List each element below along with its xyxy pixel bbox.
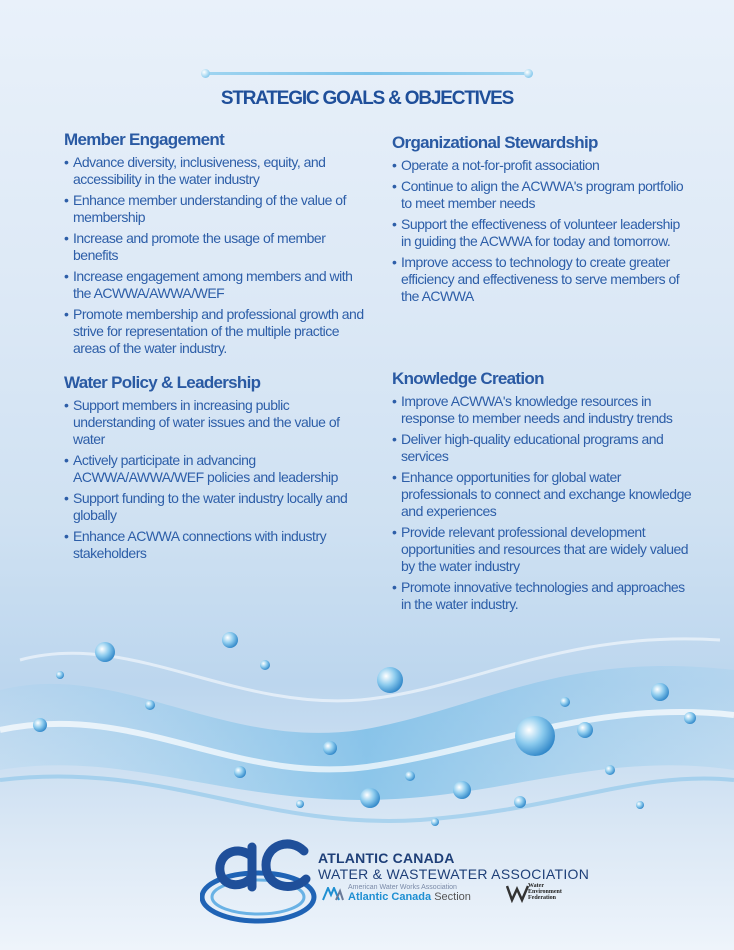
objectives-list — [64, 397, 364, 562]
objective-item: • Improve access to technology to create greater efficiency and effectiveness to serve members of the ACWWA — [392, 254, 692, 305]
objective-item: • Enhance ACWWA connections with industry stakeholders — [64, 528, 364, 562]
title-rule — [205, 72, 529, 75]
section-label-blue: Atlantic Canada — [348, 891, 432, 903]
objective-item: • Promote membership and professional growth and strive for representation of the multiple practice areas of the water industry. — [64, 306, 364, 357]
objectives-list — [392, 157, 692, 305]
objective-item: • Deliver high-quality educational programs and services — [392, 431, 692, 465]
section-label — [348, 891, 471, 903]
knowledge-creation-section — [392, 369, 692, 613]
objectives-list — [64, 154, 364, 357]
section-heading: Member Engagement — [64, 130, 225, 149]
objectives-list — [392, 393, 692, 613]
section-heading: Organizational Stewardship — [392, 133, 598, 152]
objective-item: • Support the effectiveness of volunteer leadership in guiding the ACWWA for today and tomorrow. — [392, 216, 692, 250]
objective-item: • Increase and promote the usage of member benefits — [64, 230, 364, 264]
acwwa-logo — [200, 835, 600, 935]
left-column — [64, 130, 364, 566]
section-label-grey: Section — [431, 891, 471, 903]
right-column — [392, 133, 692, 617]
rule-dot-left — [201, 69, 210, 78]
page-title: STRATEGIC GOALS & OBJECTIVES — [220, 88, 514, 109]
section-heading: Water Policy & Leadership — [64, 373, 261, 392]
objective-item: • Actively participate in advancing ACWWA/AWWA/WEF policies and leadership — [64, 452, 364, 486]
objective-item: • Continue to align the ACWWA's program portfolio to meet member needs — [392, 178, 692, 212]
organizational-stewardship-section — [392, 133, 692, 305]
member-engagement-section — [64, 130, 364, 357]
objective-item: • Support members in increasing public understanding of water issues and the value of water — [64, 397, 364, 448]
objective-item: • Provide relevant professional development opportunities and resources that are widely valued by the water industry — [392, 524, 692, 575]
objective-item: • Promote innovative technologies and approaches in the water industry. — [392, 579, 692, 613]
rule-dot-right — [524, 69, 533, 78]
logo-line-2: WATER & WASTEWATER ASSOCIATION — [318, 866, 590, 882]
logo-line-1: ATLANTIC CANADA — [318, 850, 455, 866]
objective-item: • Enhance opportunities for global water professionals to connect and exchange knowledge and experiences — [392, 469, 692, 520]
objective-item: • Increase engagement among members and with the ACWWA/AWWA/WEF — [64, 268, 364, 302]
ac-monogram-icon — [200, 835, 318, 925]
objective-item: • Enhance member understanding of the value of membership — [64, 192, 364, 226]
objective-item: • Improve ACWWA's knowledge resources in response to member needs and industry trends — [392, 393, 692, 427]
section-heading: Knowledge Creation — [392, 369, 544, 388]
awwa-text: American Water Works Association — [348, 884, 457, 891]
objective-item: • Operate a not-for-profit association — [392, 157, 692, 174]
wef-text: Water Environment Federation — [528, 883, 562, 901]
water-policy-section — [64, 373, 364, 562]
objective-item: • Advance diversity, inclusiveness, equity, and accessibility in the water industry — [64, 154, 364, 188]
awwa-mark-icon — [322, 887, 344, 901]
objective-item: • Support funding to the water industry locally and globally — [64, 490, 364, 524]
